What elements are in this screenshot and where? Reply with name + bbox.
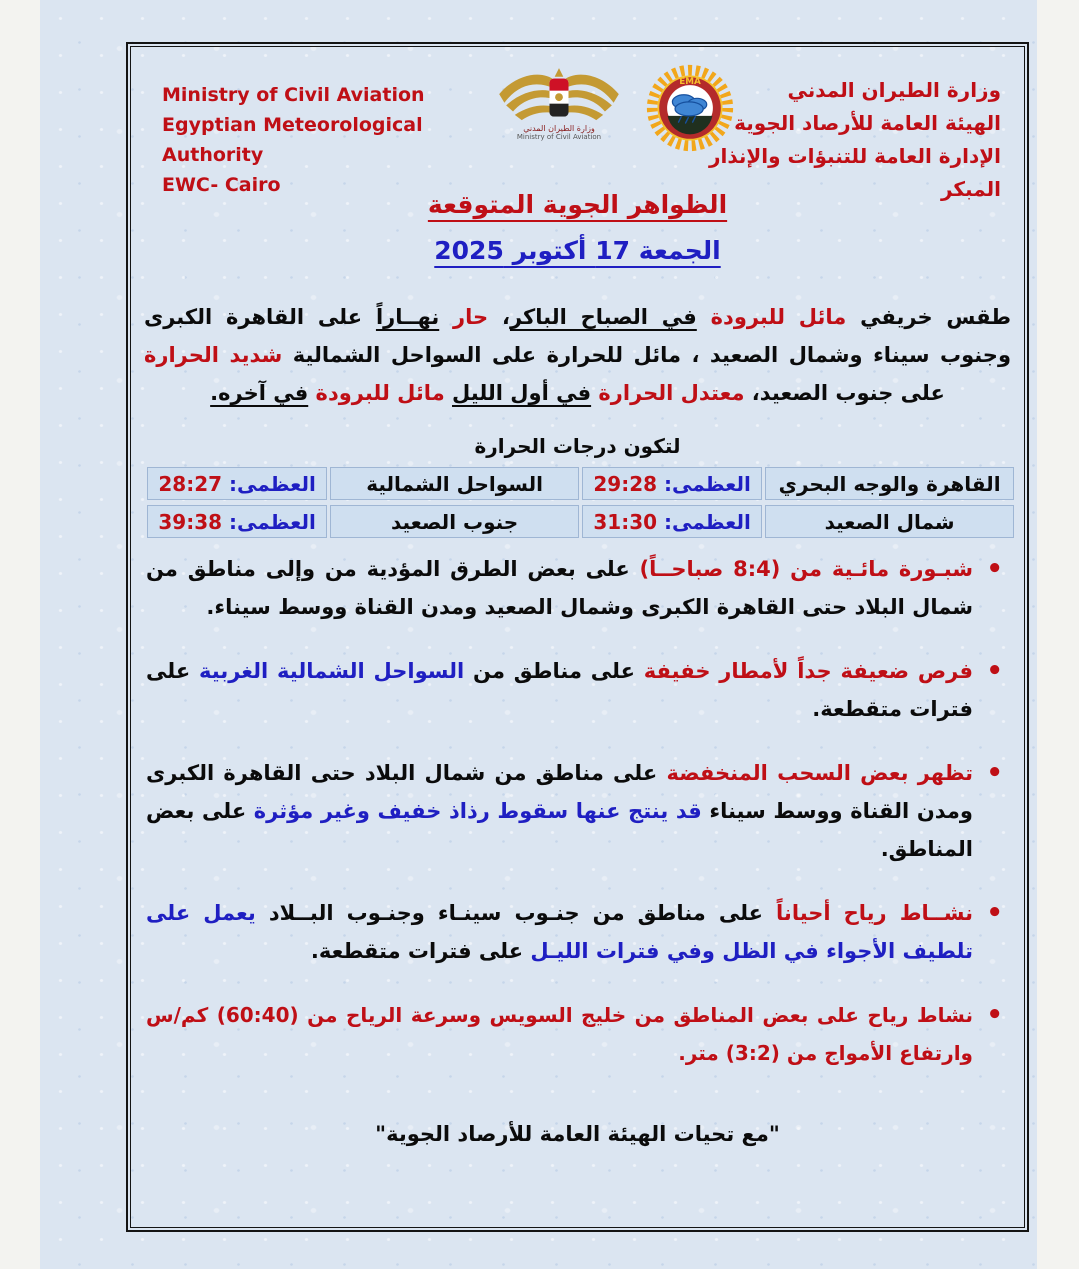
forecast-summary-paragraph: طقس خريفي مائل للبرودة في الصباح الباكر، حار نهــاراً على القاهرة الكبرى وجنوب سيناء وشمال الصعيد ، مائل للحرارة على السواحل الشمالية شديد الحرارة على جنوب الصعيد، معتدل الحرارة في أول الليل مائل للبرودة في آخره. <box>144 305 1011 405</box>
region-cell: جنوب الصعيد <box>330 505 579 538</box>
max-value: 39:38 <box>158 509 223 534</box>
wings-emblem-icon <box>494 66 624 124</box>
max-label: العظمى: <box>657 509 751 534</box>
header-ar-line2: الهيئة العامة للأرصاد الجوية <box>734 111 1001 135</box>
page-title: الظواهر الجوية المتوقعة <box>427 190 728 219</box>
max-value: 29:28 <box>593 471 658 496</box>
bullet-fog: • شبـورة مائـية من (8:4 صباحــاً) على بعض الطرق المؤدية من وإلى مناطق من شمال البلاد حتى القاهرة الكبرى وشمال الصعيد ومدن القناة ووسط سيناء. <box>146 550 1007 626</box>
max-value: 28:27 <box>158 471 223 496</box>
bullet-low-clouds: • تظهر بعض السحب المنخفضة على مناطق من شمال البلاد حتى القاهرة الكبرى ومدن القناة ووسط سيناء قد ينتج عنها سقوط رذاذ خفيف وغير مؤثرة على بعض المناطق. <box>146 754 1007 868</box>
egypt-flag-shield-icon <box>549 79 568 117</box>
temperature-cell <box>582 505 762 538</box>
header-ar-line1: وزارة الطيران المدني <box>787 78 1001 102</box>
max-value: 31:30 <box>593 509 658 534</box>
max-label: العظمى: <box>222 509 316 534</box>
temperature-table <box>144 462 1017 543</box>
document-paper <box>40 0 1037 1269</box>
header-en-line3: EWC- Cairo <box>162 174 281 196</box>
region-cell: القاهرة والوجه البحري <box>765 467 1014 500</box>
temperature-cell <box>582 467 762 500</box>
bullet-suez-gulf-winds: • نشاط رياح على بعض المناطق من خليج السويس وسرعة الرياح من (60:40) كم/س وارتفاع الأمواج من (3:2) متر. <box>146 996 1007 1072</box>
temperature-cell <box>147 467 327 500</box>
document-border-frame <box>126 42 1029 1232</box>
wings-caption-arabic: وزارة الطيران المدني <box>523 124 595 133</box>
table-row <box>147 505 1014 538</box>
max-label: العظمى: <box>222 471 316 496</box>
region-cell: السواحل الشمالية <box>330 467 579 500</box>
header-english <box>162 80 502 200</box>
header-arabic <box>671 74 1001 206</box>
header-en-line2: Egyptian Meteorological Authority <box>162 114 423 166</box>
ministry-of-civil-aviation-wings-logo <box>494 66 624 142</box>
table-row <box>147 467 1014 500</box>
wings-caption-english: Ministry of Civil Aviation <box>516 133 602 141</box>
bullet-wind-activity: • نشــاط رياح أحياناً على مناطق من جنـوب سينـاء وجنـوب البــلاد يعمل على تلطيف الأجواء في الظل وفي فترات الليـل على فترات متقطعة. <box>146 894 1007 970</box>
forecast-bullet-list <box>146 550 1007 1098</box>
forecast-date: الجمعة 17 أكتوبر 2025 <box>434 236 721 265</box>
closing-greeting: "مع تحيات الهيئة العامة للأرصاد الجوية" <box>375 1122 780 1146</box>
temperature-cell <box>147 505 327 538</box>
header-en-line1: Ministry of Civil Aviation <box>162 84 425 106</box>
bullet-rain-chances: • فرص ضعيفة جداً لأمطار خفيفة على مناطق من السواحل الشمالية الغربية على فترات متقطعة. <box>146 652 1007 728</box>
max-label: العظمى: <box>657 471 751 496</box>
header-ar-line3: الإدارة العامة للتنبؤات والإنذار المبكر <box>708 144 1001 201</box>
region-cell: شمال الصعيد <box>765 505 1014 538</box>
temperature-table-caption: لتكون درجات الحرارة <box>474 434 681 458</box>
ema-logo-text: EMA <box>679 76 701 87</box>
